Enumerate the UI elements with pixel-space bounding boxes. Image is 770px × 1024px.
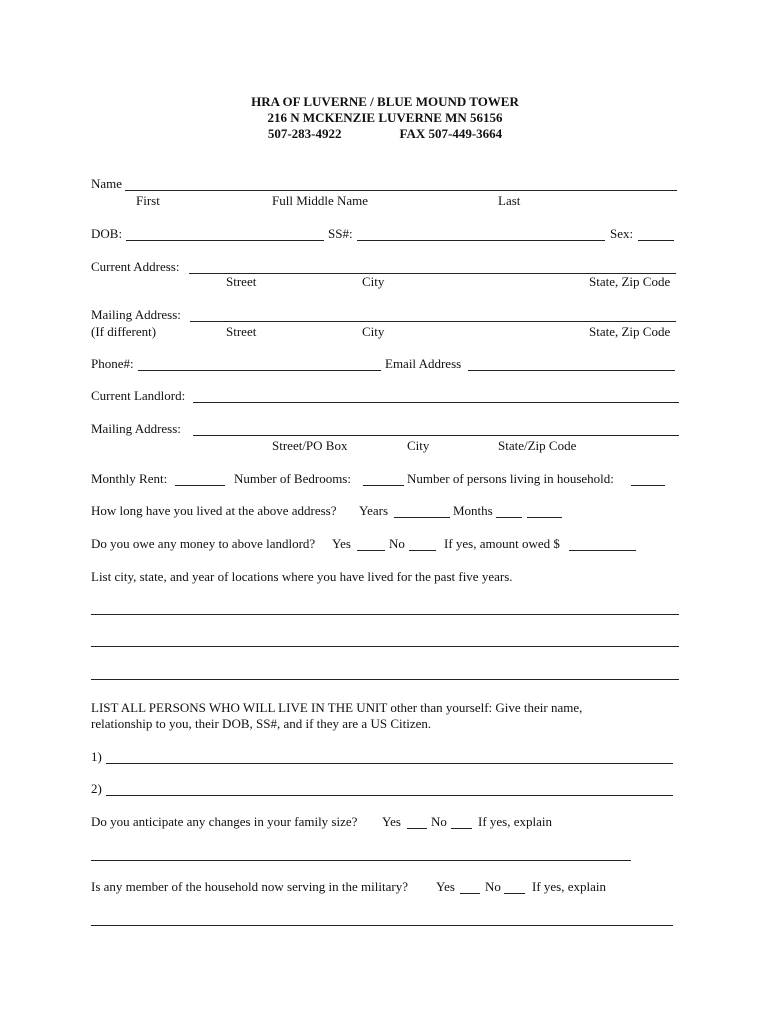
persons-count-label: Number of persons living in household: [407, 471, 614, 486]
ss-label: SS#: [328, 226, 353, 241]
bedrooms-label: Number of Bedrooms: [234, 471, 351, 486]
how-long-question: How long have you lived at the above address? [91, 503, 337, 518]
bedrooms-field[interactable] [363, 485, 404, 486]
family-yes-label: Yes [382, 814, 401, 829]
months-label: Months [453, 503, 493, 518]
owe-no-field[interactable] [409, 550, 436, 551]
org-address: 216 N MCKENZIE LUVERNE MN 56156 [267, 110, 503, 125]
name-label: Name [91, 176, 123, 191]
family-no-field[interactable] [451, 828, 472, 829]
history-line-3[interactable] [91, 679, 679, 680]
mailing-city-caption: City [362, 324, 385, 339]
landlord-mailing-field[interactable] [193, 435, 679, 436]
form-header [0, 94, 770, 142]
family-yes-field[interactable] [407, 828, 427, 829]
military-yes-field[interactable] [460, 893, 480, 894]
mailing-street-caption: Street [226, 324, 257, 339]
ss-field[interactable] [357, 240, 605, 241]
dob-label: DOB: [91, 226, 123, 241]
name-first-caption: First [136, 193, 160, 208]
family-no-label: No [431, 814, 447, 829]
org-phone: 507-283-4922 [267, 126, 342, 141]
phone-label: Phone#: [91, 356, 134, 371]
owe-yes-label: Yes [332, 536, 351, 551]
landlord-city-caption: City [407, 438, 430, 453]
current-street-caption: Street [226, 274, 257, 289]
landlord-mailing-label: Mailing Address: [91, 421, 181, 436]
landlord-field[interactable] [193, 402, 679, 403]
landlord-state-zip-caption: State/Zip Code [498, 438, 577, 453]
years-field[interactable] [394, 517, 450, 518]
years-label: Years [359, 503, 389, 518]
current-address-label: Current Address: [91, 259, 180, 274]
name-middle-caption: Full Middle Name [272, 193, 369, 208]
mailing-address-field[interactable] [190, 321, 676, 322]
military-no-label: No [485, 879, 501, 894]
military-explain-label: If yes, explain [532, 879, 607, 894]
monthly-rent-label: Monthly Rent: [91, 471, 168, 486]
org-contact [0, 126, 770, 142]
military-yes-label: Yes [436, 879, 455, 894]
landlord-street-caption: Street/PO Box [272, 438, 348, 453]
monthly-rent-field[interactable] [175, 485, 225, 486]
family-change-question: Do you anticipate any changes in your family size? [91, 814, 358, 829]
name-last-caption: Last [498, 193, 521, 208]
email-field[interactable] [468, 370, 675, 371]
history-line-1[interactable] [91, 614, 679, 615]
owe-question: Do you owe any money to above landlord? [91, 536, 316, 551]
dob-field[interactable] [126, 240, 324, 241]
military-no-field[interactable] [504, 893, 525, 894]
military-explain-field[interactable] [91, 925, 673, 926]
persons-instructions-line1: LIST ALL PERSONS WHO WILL LIVE IN THE UNIT other than yourself: Give their name, [91, 700, 583, 715]
mailing-if-different-note: (If different) [91, 324, 157, 339]
history-prompt: List city, state, and year of locations where you have lived for the past five years. [91, 569, 513, 584]
months-field-extra[interactable] [527, 517, 562, 518]
owe-yes-field[interactable] [357, 550, 385, 551]
org-fax: FAX 507-449-3664 [399, 126, 503, 141]
person-1-field[interactable] [106, 763, 673, 764]
org-name: HRA OF LUVERNE / BLUE MOUND TOWER [251, 94, 519, 109]
persons-count-field[interactable] [631, 485, 665, 486]
owe-amount-label: If yes, amount owed $ [444, 536, 560, 551]
owe-no-label: No [389, 536, 405, 551]
person-1-label: 1) [91, 749, 102, 764]
owe-amount-field[interactable] [569, 550, 636, 551]
family-explain-label: If yes, explain [478, 814, 553, 829]
name-field[interactable] [125, 190, 677, 191]
military-question: Is any member of the household now serving in the military? [91, 879, 408, 894]
history-line-2[interactable] [91, 646, 679, 647]
current-state-zip-caption: State, Zip Code [589, 274, 671, 289]
sex-label: Sex: [610, 226, 634, 241]
person-2-label: 2) [91, 781, 102, 796]
person-2-field[interactable] [106, 795, 673, 796]
current-city-caption: City [362, 274, 385, 289]
mailing-address-label: Mailing Address: [91, 307, 181, 322]
landlord-label: Current Landlord: [91, 388, 186, 403]
email-label: Email Address [385, 356, 462, 371]
family-explain-field[interactable] [91, 860, 631, 861]
phone-field[interactable] [138, 370, 381, 371]
persons-instructions-line2: relationship to you, their DOB, SS#, and if they are a US Citizen. [91, 716, 432, 731]
sex-field[interactable] [638, 240, 674, 241]
months-field[interactable] [496, 517, 522, 518]
mailing-state-zip-caption: State, Zip Code [589, 324, 671, 339]
